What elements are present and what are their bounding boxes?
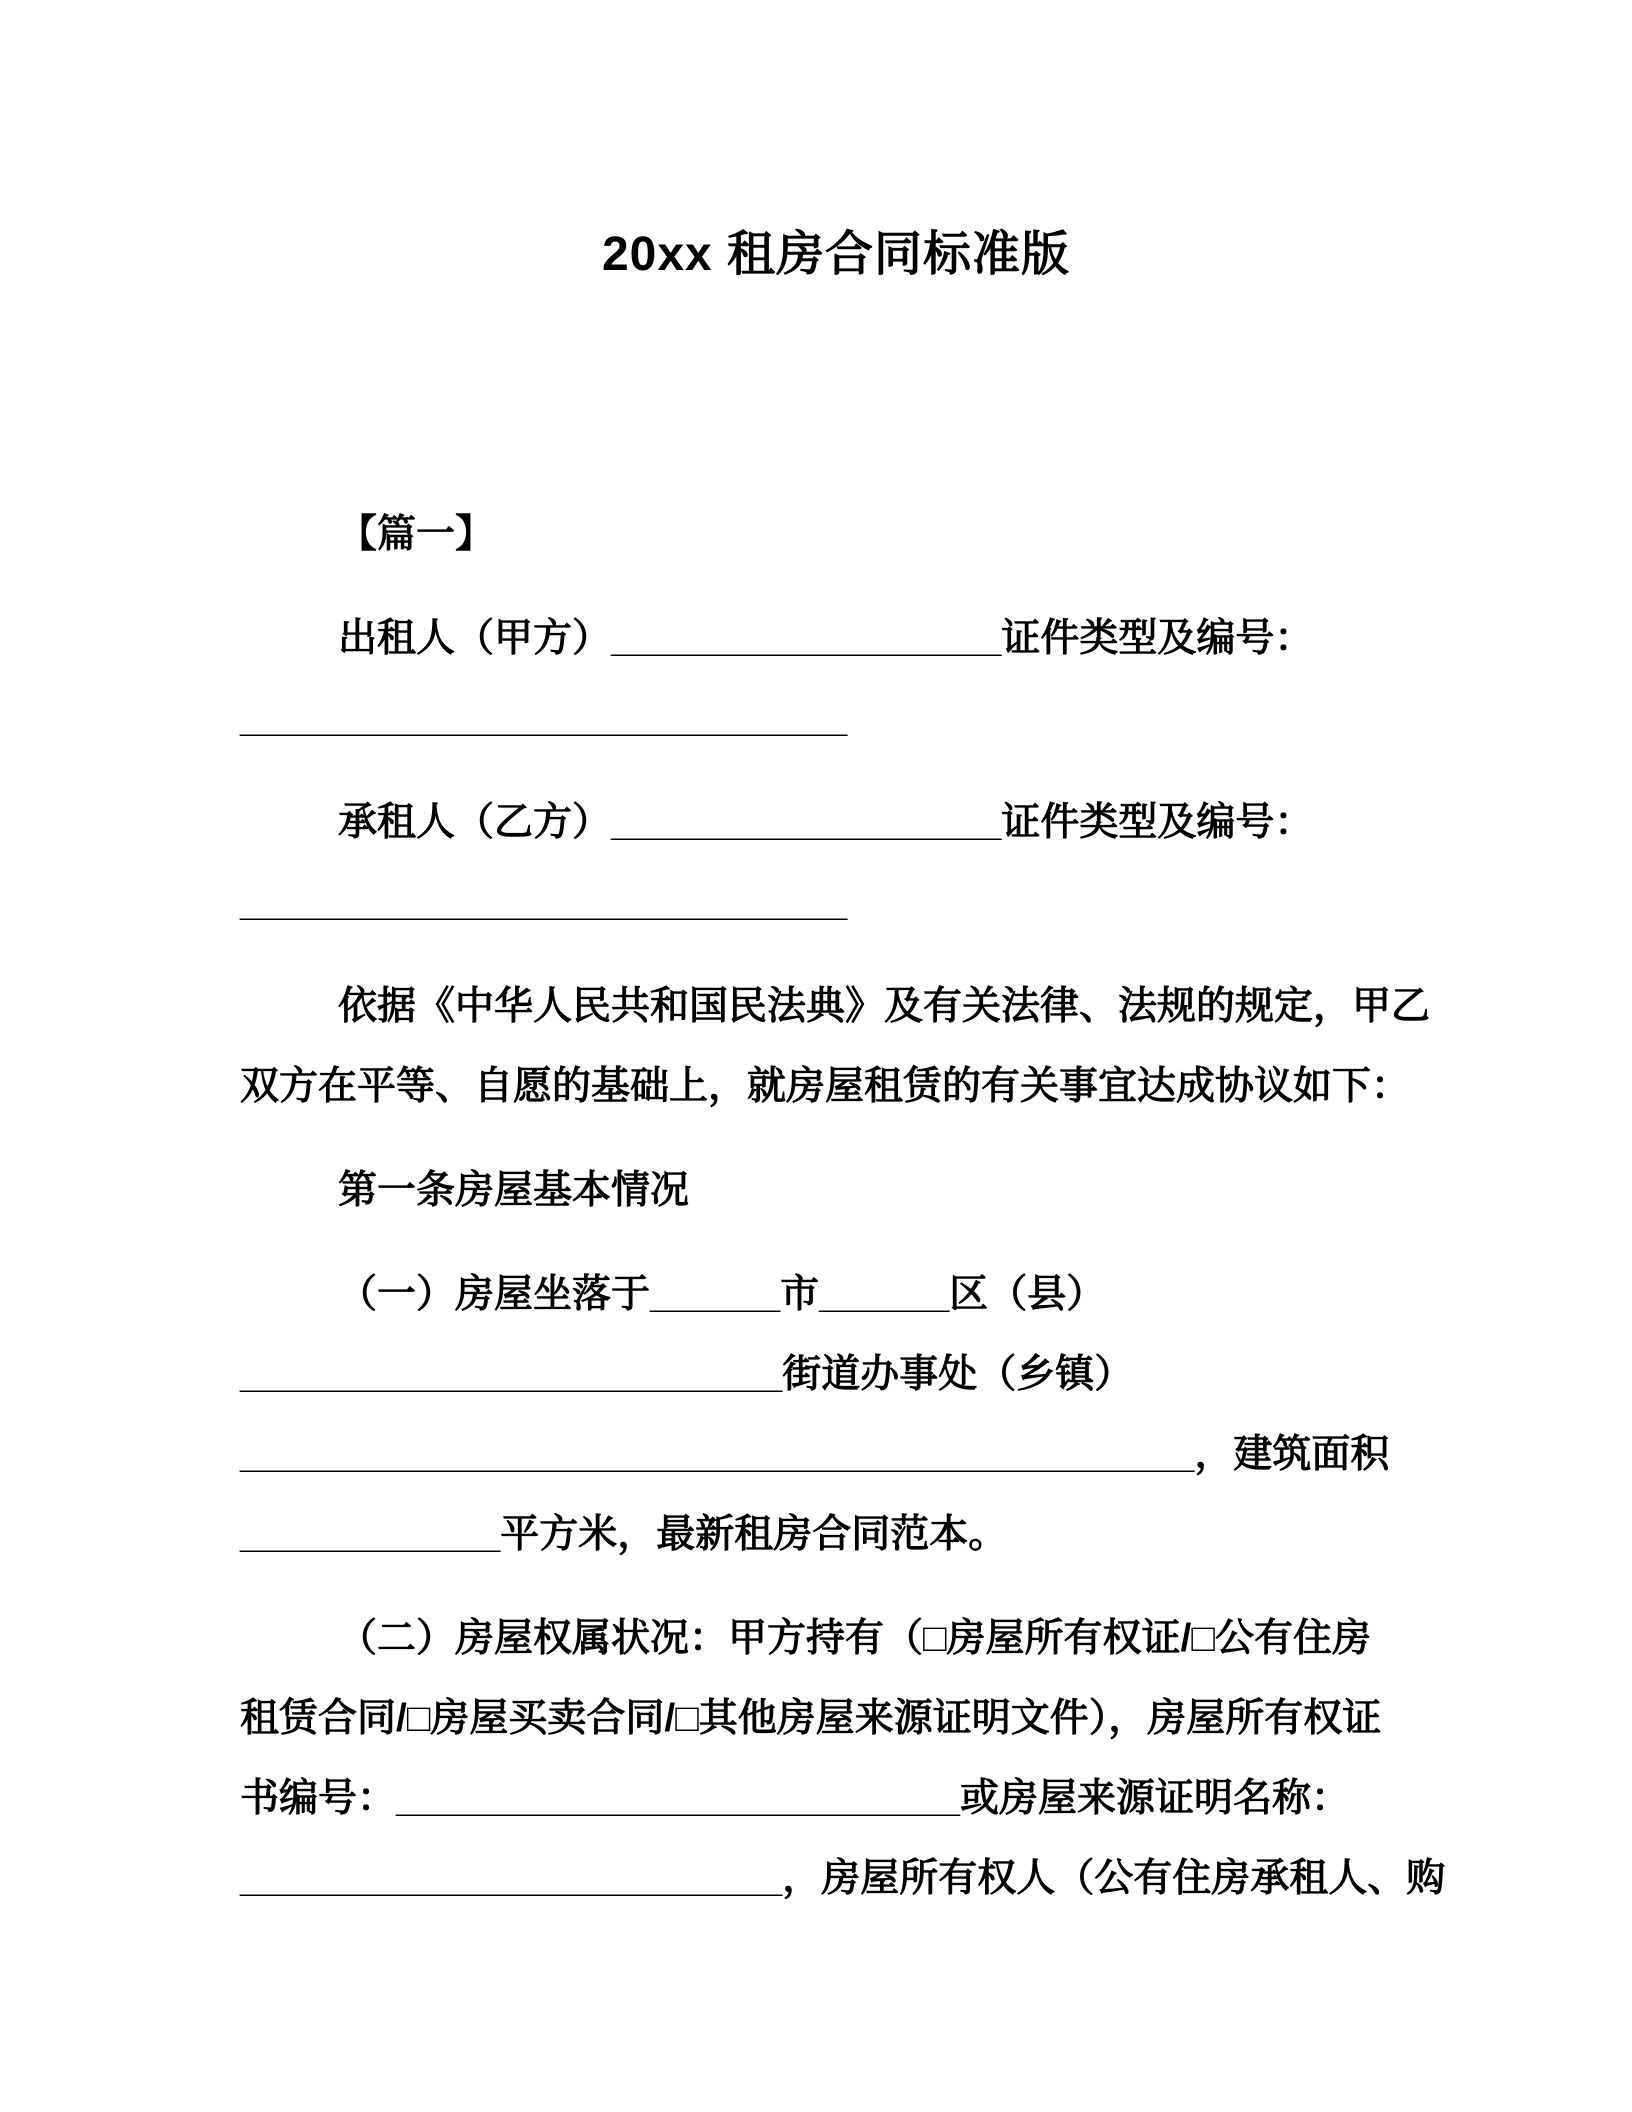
document-line: ____________________________ — [240, 697, 848, 740]
document-line: ____________平方米，最新租房合同范本。 — [240, 1513, 1008, 1556]
paragraph-legal-basis — [240, 967, 1432, 1127]
paragraph-clause-2-ownership — [240, 1599, 1446, 1919]
document-line: 书编号：__________________________或房屋来源证明名称： — [240, 1777, 1350, 1820]
document-title: 20xx 租房合同标准版 — [601, 228, 1071, 281]
document-line: （二）房屋权属状况：甲方持有（□房屋所有权证/□公有住房 — [338, 1617, 1371, 1660]
paragraph-pian-1 — [240, 495, 1432, 575]
document-line: 双方在平等、自愿的基础上，就房屋租赁的有关事宜达成协议如下： — [240, 1065, 1411, 1108]
document-line: ____________________________ — [240, 881, 848, 924]
document-line: _________________________街道办事处（乡镇） — [240, 1353, 1134, 1396]
paragraph-lessee — [240, 783, 1432, 943]
document-body — [240, 495, 1446, 1919]
document-line: 出租人（甲方）__________________证件类型及编号： — [338, 617, 1314, 660]
document-line: _________________________，房屋所有权人（公有住房承租人、购 — [240, 1857, 1446, 1900]
document-line: （一）房屋坐落于______市______区（县） — [338, 1273, 1106, 1316]
document-line: 依据《中华人民共和国民法典》及有关法律、法规的规定，甲乙 — [338, 985, 1431, 1028]
document-line: 承租人（乙方）__________________证件类型及编号： — [338, 801, 1314, 844]
paragraph-article-1 — [240, 1151, 1432, 1231]
paragraph-lessor — [240, 599, 1432, 759]
document-line: 第一条房屋基本情况 — [338, 1169, 690, 1212]
document-line: ____________________________________________，建筑面积 — [240, 1433, 1390, 1476]
paragraph-clause-1-location — [240, 1255, 1432, 1575]
document-line: 租赁合同/□房屋买卖合同/□其他房屋来源证明文件），房屋所有权证 — [240, 1697, 1382, 1740]
document-line: 【篇一】 — [338, 513, 495, 556]
